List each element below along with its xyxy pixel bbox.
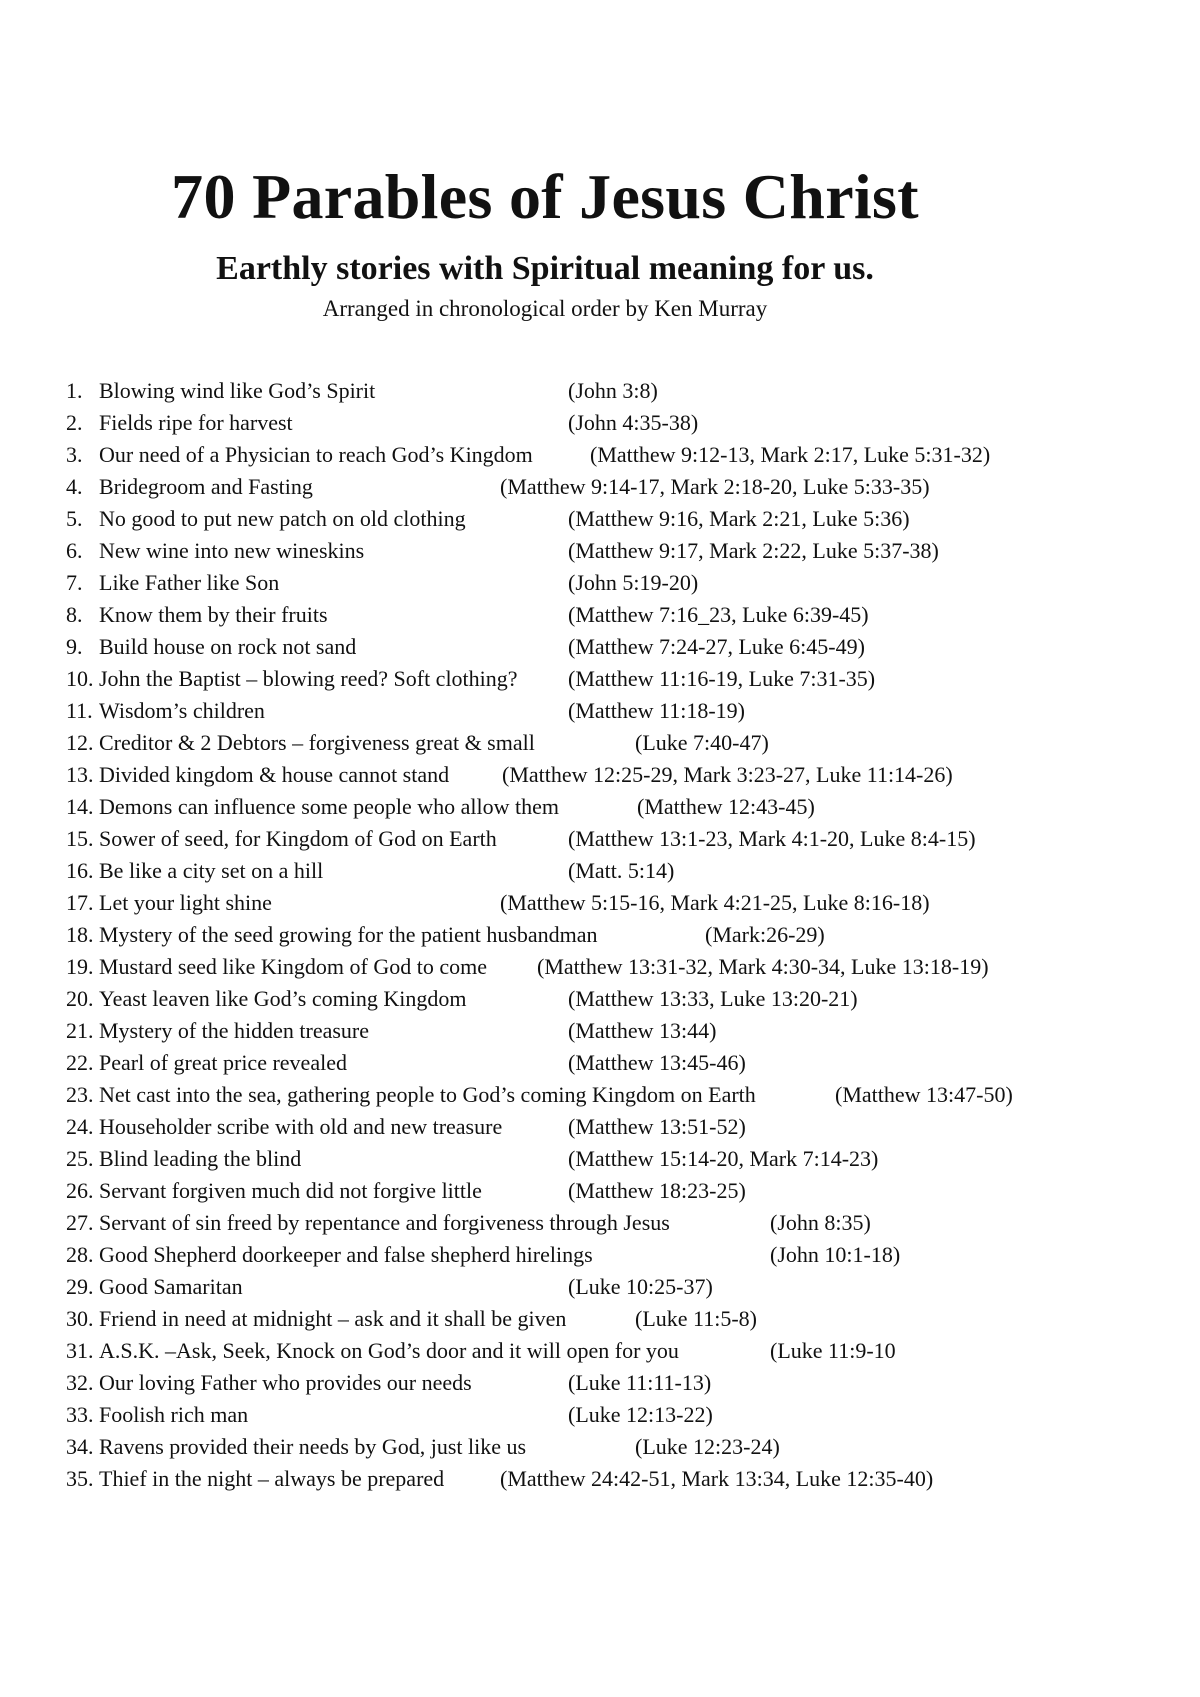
- parable-item: [0, 1431, 1200, 1463]
- scripture-reference: (John 3:8): [568, 378, 658, 403]
- parable-number: 8.: [66, 602, 83, 627]
- parable-title: Creditor & 2 Debtors – forgiveness great & small: [99, 730, 535, 755]
- parable-number: 1.: [66, 378, 83, 403]
- parable-number: 29.: [66, 1274, 94, 1299]
- parable-title: Mystery of the hidden treasure: [99, 1018, 370, 1043]
- parable-item: [0, 1303, 1200, 1335]
- parable-number: 22.: [66, 1050, 94, 1075]
- parable-number: 4.: [66, 474, 83, 499]
- parable-item: [0, 1047, 1200, 1079]
- scripture-reference: (John 10:1-18): [770, 1242, 901, 1267]
- parable-number: 26.: [66, 1178, 94, 1203]
- scripture-reference: (Matthew 24:42-51, Mark 13:34, Luke 12:35-40): [500, 1466, 934, 1491]
- parable-item: [0, 1015, 1200, 1047]
- parable-title: Wisdom’s children: [99, 698, 265, 723]
- parable-item: [0, 471, 1200, 503]
- parable-title: Mustard seed like Kingdom of God to come: [99, 954, 487, 979]
- parable-item: [0, 1175, 1200, 1207]
- scripture-reference: (Luke 12:23-24): [635, 1434, 780, 1459]
- parable-item: [0, 1335, 1200, 1367]
- scripture-reference: (Matthew 7:16_23, Luke 6:39-45): [568, 602, 869, 627]
- parable-number: 11.: [66, 698, 93, 723]
- parable-item: [0, 1463, 1200, 1495]
- scripture-reference: (Matthew 15:14-20, Mark 7:14-23): [568, 1146, 879, 1171]
- parable-number: 30.: [66, 1306, 94, 1331]
- parable-number: 19.: [66, 954, 94, 979]
- scripture-reference: (Matthew 11:16-19, Luke 7:31-35): [568, 666, 876, 691]
- parable-number: 6.: [66, 538, 83, 563]
- scripture-reference: (Matthew 12:43-45): [637, 794, 815, 819]
- parable-title: Know them by their fruits: [99, 602, 328, 627]
- parable-number: 7.: [66, 570, 83, 595]
- parable-item: [0, 663, 1200, 695]
- parable-item: [0, 951, 1200, 983]
- parable-number: 20.: [66, 986, 94, 1011]
- parable-number: 9.: [66, 634, 83, 659]
- scripture-reference: (Matthew 5:15-16, Mark 4:21-25, Luke 8:16-18): [500, 890, 930, 915]
- parable-number: 14.: [66, 794, 94, 819]
- scripture-reference: (Matthew 9:12-13, Mark 2:17, Luke 5:31-32): [590, 442, 991, 467]
- parable-item: [0, 1143, 1200, 1175]
- parable-title: Sower of seed, for Kingdom of God on Earth: [99, 826, 497, 851]
- parable-title: Bridegroom and Fasting: [99, 474, 313, 499]
- scripture-reference: (Luke 12:13-22): [568, 1402, 713, 1427]
- scripture-reference: (Matthew 13:51-52): [568, 1114, 746, 1139]
- parable-title: Pearl of great price revealed: [99, 1050, 347, 1075]
- parable-title: Our loving Father who provides our needs: [99, 1370, 472, 1395]
- scripture-reference: (Matthew 13:33, Luke 13:20-21): [568, 986, 858, 1011]
- parables-list: [0, 375, 1200, 1495]
- parable-title: Foolish rich man: [99, 1402, 249, 1427]
- parable-item: [0, 919, 1200, 951]
- parable-item: [0, 1239, 1200, 1271]
- parable-number: 21.: [66, 1018, 94, 1043]
- scripture-reference: (Matthew 18:23-25): [568, 1178, 746, 1203]
- parable-number: 23.: [66, 1082, 94, 1107]
- parable-title: Good Shepherd doorkeeper and false shepherd hirelings: [99, 1242, 593, 1267]
- page-title: 70 Parables of Jesus Christ: [171, 161, 919, 232]
- parable-number: 32.: [66, 1370, 94, 1395]
- parable-title: Let your light shine: [99, 890, 272, 915]
- parable-title: Demons can influence some people who allow them: [99, 794, 560, 819]
- parable-title: Friend in need at midnight – ask and it shall be given: [99, 1306, 567, 1331]
- parable-item: [0, 375, 1200, 407]
- parable-item: [0, 887, 1200, 919]
- parable-number: 15.: [66, 826, 94, 851]
- parable-number: 13.: [66, 762, 94, 787]
- parable-item: [0, 631, 1200, 663]
- scripture-reference: (Matthew 13:31-32, Mark 4:30-34, Luke 13:18-19): [537, 954, 989, 979]
- scripture-reference: (Luke 11:11-13): [568, 1370, 712, 1395]
- scripture-reference: (Matt. 5:14): [568, 858, 675, 883]
- parable-title: Servant of sin freed by repentance and forgiveness through Jesus: [99, 1210, 670, 1235]
- scripture-reference: (Matthew 9:16, Mark 2:21, Luke 5:36): [568, 506, 910, 531]
- scripture-reference: (Matthew 9:14-17, Mark 2:18-20, Luke 5:33-35): [500, 474, 930, 499]
- scripture-reference: (Mark:26-29): [705, 922, 825, 947]
- page-subtitle: Earthly stories with Spiritual meaning for us.: [216, 250, 874, 287]
- parable-title: Thief in the night – always be prepared: [99, 1466, 445, 1491]
- parable-item: [0, 407, 1200, 439]
- parable-title: No good to put new patch on old clothing: [99, 506, 466, 531]
- parable-title: Blowing wind like God’s Spirit: [99, 378, 376, 403]
- author-byline: Arranged in chronological order by Ken Murray: [322, 296, 768, 321]
- parable-item: [0, 759, 1200, 791]
- scripture-reference: (Luke 10:25-37): [568, 1274, 713, 1299]
- parable-title: Fields ripe for harvest: [99, 410, 293, 435]
- parable-title: Servant forgiven much did not forgive little: [99, 1178, 482, 1203]
- scripture-reference: (John 5:19-20): [568, 570, 699, 595]
- scripture-reference: (Matthew 13:47-50): [835, 1082, 1013, 1107]
- parable-number: 27.: [66, 1210, 94, 1235]
- parable-title: Blind leading the blind: [99, 1146, 302, 1171]
- parable-title: Like Father like Son: [99, 570, 280, 595]
- parable-number: 35.: [66, 1466, 94, 1491]
- scripture-reference: (Matthew 13:44): [568, 1018, 717, 1043]
- parable-item: [0, 791, 1200, 823]
- parable-item: [0, 535, 1200, 567]
- parable-number: 31.: [66, 1338, 94, 1363]
- parable-title: Yeast leaven like God’s coming Kingdom: [99, 986, 467, 1011]
- parable-title: Be like a city set on a hill: [99, 858, 324, 883]
- parable-item: [0, 823, 1200, 855]
- scripture-reference: (Matthew 11:18-19): [568, 698, 745, 723]
- scripture-reference: (Matthew 9:17, Mark 2:22, Luke 5:37-38): [568, 538, 939, 563]
- parable-number: 34.: [66, 1434, 94, 1459]
- scripture-reference: (Luke 11:5-8): [635, 1306, 757, 1331]
- parable-item: [0, 1399, 1200, 1431]
- scripture-reference: (Luke 11:9-10: [770, 1338, 896, 1363]
- parable-title: New wine into new wineskins: [99, 538, 365, 563]
- parable-number: 28.: [66, 1242, 94, 1267]
- parable-title: Householder scribe with old and new treasure: [99, 1114, 503, 1139]
- parable-title: Ravens provided their needs by God, just like us: [99, 1434, 527, 1459]
- parable-number: 3.: [66, 442, 83, 467]
- parable-number: 24.: [66, 1114, 94, 1139]
- parable-number: 18.: [66, 922, 94, 947]
- scripture-reference: (Matthew 13:1-23, Mark 4:1-20, Luke 8:4-15): [568, 826, 976, 851]
- parable-item: [0, 727, 1200, 759]
- parable-title: Good Samaritan: [99, 1274, 243, 1299]
- parable-item: [0, 1207, 1200, 1239]
- parable-number: 17.: [66, 890, 94, 915]
- parable-number: 12.: [66, 730, 94, 755]
- scripture-reference: (Matthew 7:24-27, Luke 6:45-49): [568, 634, 865, 659]
- scripture-reference: (John 8:35): [770, 1210, 871, 1235]
- parable-item: [0, 1367, 1200, 1399]
- parable-number: 5.: [66, 506, 83, 531]
- parable-number: 2.: [66, 410, 83, 435]
- parable-number: 33.: [66, 1402, 94, 1427]
- parable-item: [0, 599, 1200, 631]
- scripture-reference: (Luke 7:40-47): [635, 730, 769, 755]
- parable-number: 16.: [66, 858, 94, 883]
- parable-item: [0, 503, 1200, 535]
- parable-title: Net cast into the sea, gathering people to God’s coming Kingdom on Earth: [99, 1082, 756, 1107]
- parable-item: [0, 567, 1200, 599]
- scripture-reference: (Matthew 13:45-46): [568, 1050, 746, 1075]
- parable-item: [0, 983, 1200, 1015]
- parable-title: Our need of a Physician to reach God’s Kingdom: [99, 442, 533, 467]
- parable-number: 25.: [66, 1146, 94, 1171]
- scripture-reference: (John 4:35-38): [568, 410, 699, 435]
- parable-title: Mystery of the seed growing for the patient husbandman: [99, 922, 598, 947]
- parable-number: 10.: [66, 666, 94, 691]
- parable-item: [0, 1111, 1200, 1143]
- parable-item: [0, 855, 1200, 887]
- parable-item: [0, 439, 1200, 471]
- parable-item: [0, 1079, 1200, 1111]
- parable-title: John the Baptist – blowing reed? Soft clothing?: [99, 666, 518, 691]
- parable-title: Divided kingdom & house cannot stand: [99, 762, 450, 787]
- parable-title: A.S.K. –Ask, Seek, Knock on God’s door and it will open for you: [99, 1338, 679, 1363]
- scripture-reference: (Matthew 12:25-29, Mark 3:23-27, Luke 11:14-26): [502, 762, 953, 787]
- parable-item: [0, 695, 1200, 727]
- parable-title: Build house on rock not sand: [99, 634, 357, 659]
- parable-item: [0, 1271, 1200, 1303]
